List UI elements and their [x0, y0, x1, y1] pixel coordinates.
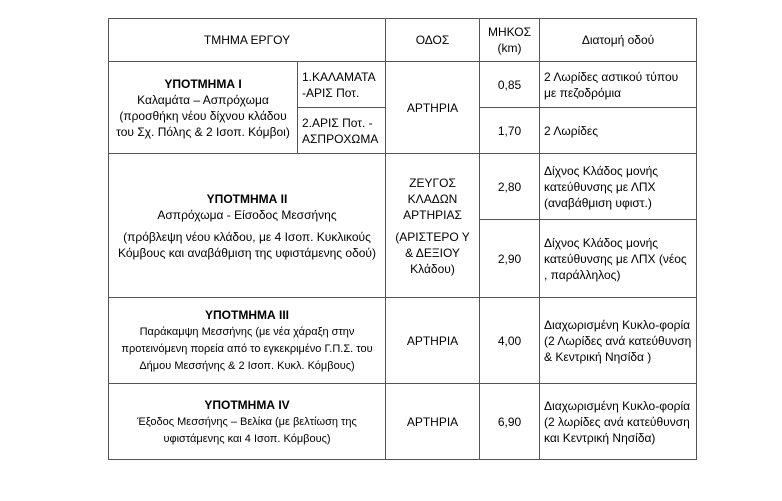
subsection-2-length-a: 2,80	[480, 154, 540, 220]
header-cross-section: Διατομή οδού	[540, 19, 697, 62]
subsection-1-section-b: 2 Λωρίδες	[540, 108, 697, 154]
subsection-2-section-a: Δίχνος Κλάδος μονής κατεύθυνσης με ΛΠΧ (αναβάθμιση υφιστ.)	[540, 154, 697, 220]
subsection-3-section: Διαχωρισμένη Κυκλο-φορία (2 Λωρίδες ανά κατεύθυνση & Κεντρική Νησίδα )	[540, 298, 697, 384]
subsection-2-length-b: 2,90	[480, 220, 540, 298]
subsection-1-note: (προσθήκη νέου δίχνου κλάδου του Σχ. Πόλης & 2 Ισοπ. Κόμβοι)	[116, 108, 290, 139]
subsection-3-name: Παράκαμψη Μεσσήνης (με νέα χάραξη στην προτεινόμενη πορεία από το εγκεκριμένο Γ.Π.Σ. του Δήμου Μεσσήνης & 2 Ισοπ. Κυκλ. Κόμβους)	[121, 326, 373, 372]
subsection-1-length-b: 1,70	[480, 108, 540, 154]
subsection-3-cell	[109, 298, 386, 384]
table-row	[109, 298, 697, 384]
subsection-2-road-bottom: (ΑΡΙΣΤΕΡΟ Υ & ΔΕΞΙΟΥ Κλάδου)	[395, 229, 470, 276]
subsection-1-road: ΑΡΤΗΡΙΑ	[386, 62, 480, 154]
subsection-3-road: ΑΡΤΗΡΙΑ	[386, 298, 480, 384]
subsection-2-name: Ασπρόχωμα - Είσοδος Μεσσήνης	[157, 207, 337, 222]
subsection-1-section-a: 2 Λωρίδες αστικού τύπου με πεζοδρόμια	[540, 62, 697, 108]
subsection-1-branch-a: 1.ΚΑΛΑΜΑΤΑ -ΑΡΙΣ Ποτ.	[298, 62, 386, 108]
subsection-1-title: ΥΠΟΤΜΗΜΑ Ι	[164, 76, 242, 91]
header-length-label: ΜΗΚΟΣ	[487, 25, 532, 39]
subsection-1-length-a: 0,85	[480, 62, 540, 108]
table-header-row	[109, 19, 697, 62]
subsection-2-section-b: Δίχνος Κλάδος μονής κατεύθυνσης με ΛΠΧ (νέος , παράλληλος)	[540, 220, 697, 298]
header-length	[480, 19, 540, 62]
subsection-2-title: ΥΠΟΤΜΗΜΑ ΙΙ	[206, 191, 288, 206]
subsection-4-section: Διαχωρισμένη Κυκλο-φορία (2 λωρίδες ανά κατεύθυνση και Κεντρική Νησίδα)	[540, 384, 697, 460]
subsection-1-name: Καλαμάτα – Ασπρόχωμα	[137, 92, 269, 107]
subsection-4-length: 6,90	[480, 384, 540, 460]
subsection-1-cell	[109, 62, 298, 154]
project-sections-table	[108, 18, 697, 460]
subsection-2-road	[386, 154, 480, 298]
subsection-1-branch-b: 2.ΑΡΙΣ Ποτ. - ΑΣΠΡΟΧΩΜΑ	[298, 108, 386, 154]
subsection-4-name: Έξοδος Μεσσήνης – Βελίκα (με βελτίωση της υφιστάμενης και 4 Ισοπ. Κόμβους)	[137, 415, 357, 445]
subsection-2-note: (πρόβλεψη νέου κλάδου, με 4 Ισοπ. Κυκλικούς Κόμβους και αναβάθμιση της υφιστάμενης οδού)	[118, 229, 376, 260]
header-length-unit: (km)	[497, 41, 522, 55]
table-row	[109, 62, 697, 108]
header-road: ΟΔΟΣ	[386, 19, 480, 62]
subsection-4-road: ΑΡΤΗΡΙΑ	[386, 384, 480, 460]
table-row	[109, 154, 697, 220]
subsection-3-title: ΥΠΟΤΜΗΜΑ ΙΙΙ	[205, 308, 289, 322]
subsection-2-cell	[109, 154, 386, 298]
subsection-3-length: 4,00	[480, 298, 540, 384]
table-row	[109, 384, 697, 460]
subsection-4-title: ΥΠΟΤΜΗΜΑ ΙV	[204, 397, 290, 412]
header-section: ΤΜΗΜΑ ΕΡΓΟΥ	[109, 19, 386, 62]
subsection-2-road-top: ΖΕΥΓΟΣ ΚΛΑΔΩΝ ΑΡΤΗΡΙΑΣ	[403, 175, 462, 222]
subsection-4-cell	[109, 384, 386, 460]
